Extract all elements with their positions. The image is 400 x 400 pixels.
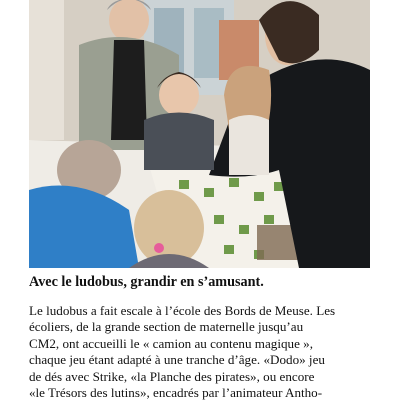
photo-children-board-game-icon	[29, 0, 370, 268]
article-line: écoliers, de la grande section de maternelle jusqu’au	[29, 319, 304, 335]
article-line: «le Trésors des lutins», encadrés par l’animateur Antho-	[29, 385, 323, 400]
photo-caption: Avec le ludobus, grandir en s’amusant.	[29, 274, 264, 290]
article-line: Le ludobus a fait escale à l’école des Bords de Meuse. Les	[29, 303, 336, 318]
article-line: CM2, ont accueilli le « camion au contenu magique »,	[29, 335, 313, 351]
article-line: chaque jeu étant adapté à une tranche d’âge. «Dodo» jeu	[29, 352, 325, 368]
article-body	[29, 303, 375, 400]
article-photo	[29, 0, 370, 268]
article-line: de dés avec Strike, «la Planche des pirates», ou encore	[29, 368, 315, 384]
